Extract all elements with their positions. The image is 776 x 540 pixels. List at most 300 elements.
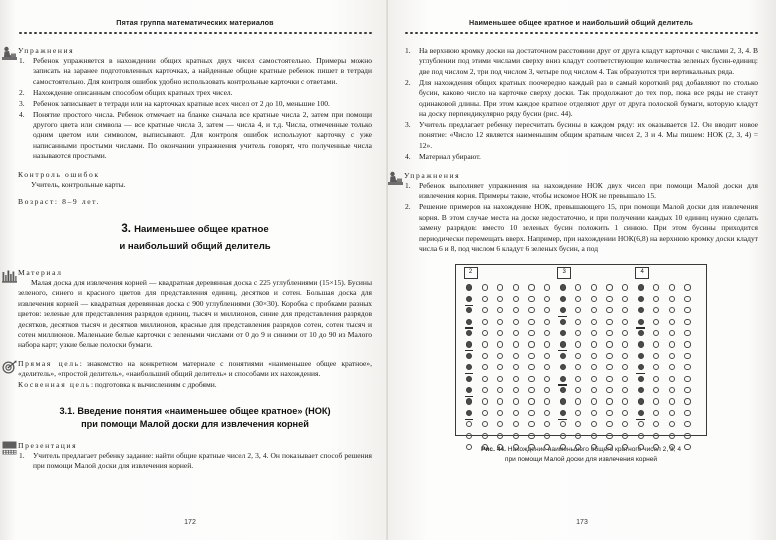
bead-filled [560, 284, 566, 290]
board-cell [544, 284, 551, 291]
direct-goal-text: : знакомство на конкретном материале с понятиями «наименьшее общее кратное», «делитель», «простой делитель», «наибольший общий делитель» и способами их нахождения. [18, 358, 372, 379]
list-item: Учитель предлагает ребенку задание: найти общие кратные чисел 2, 3, 4. Он показывает способ решения при помощи Малой доски для извлечения корней. [33, 451, 372, 471]
list-item: Ребенок записывает в тетради или на карточках кратные всех чисел от 2 до 10, меньшие 100. [33, 98, 330, 108]
board-cell [638, 387, 645, 394]
board-cell [684, 353, 691, 360]
board-cell [560, 387, 567, 394]
board-cell [528, 398, 535, 405]
board-cell [622, 398, 629, 405]
board-cell [497, 296, 504, 303]
bead-empty [669, 444, 675, 450]
bead-empty [653, 398, 659, 404]
board-cell [528, 364, 535, 371]
bead-empty [513, 387, 519, 393]
board-cell [528, 444, 535, 451]
board-cell [606, 307, 613, 314]
bead-empty [606, 421, 612, 427]
board-cell [591, 444, 598, 451]
board-cell [497, 319, 504, 326]
bead-filled [638, 319, 644, 325]
bead-empty [606, 376, 612, 382]
board-cell [653, 376, 660, 383]
bead-empty [591, 319, 597, 325]
bead-filled [466, 307, 472, 313]
board-cell [513, 421, 520, 428]
bead-filled [638, 341, 644, 347]
board-cell [560, 341, 567, 348]
board-cell [638, 421, 645, 428]
board-cell [466, 444, 473, 451]
bead-empty [544, 398, 550, 404]
list-item: Учитель предлагает ребенку пересчитать бусины в каждом ряду: их оказывается 12. Он вводит новое понятие: «Число 12 является наименьшим общим кратным чисел 2, 3 и 4. Мы пишем: НОК (2, 3, 4) = 12». [419, 119, 758, 150]
bead-empty [482, 410, 488, 416]
board-cell [606, 284, 613, 291]
board-cell [591, 296, 598, 303]
paper-strip-separator [465, 305, 473, 306]
board-cell [684, 319, 691, 326]
board-cell [466, 410, 473, 417]
bead-empty [575, 353, 581, 359]
bead-empty [513, 398, 519, 404]
bead-empty [482, 296, 488, 302]
figure-caption-label: Рис. 44. [480, 446, 506, 454]
bead-empty [544, 319, 550, 325]
board-cell [606, 433, 613, 440]
board-cell [684, 398, 691, 405]
bead-empty [575, 410, 581, 416]
bead-filled [638, 307, 644, 313]
board-cell [638, 353, 645, 360]
bead-filled [466, 284, 472, 290]
bead-empty [497, 410, 503, 416]
list-item: Решение примеров на нахождение НОК, превышающего 15, при помощи Малой доски для извлечения корня. В этом случае места на доске недостаточно, и при получении каждых 10 единиц нужно сделать замену разрядов: вместо 10 зеленых бусин положить 1 синюю. При этом бусины приходится периодически перемещать вверх. Например, при нахождении НОК(6,8) на верхнюю кромку доски кладут числа 6 и 8, под числом 6 кладут 6 зеленых бусин, а под [419, 202, 758, 253]
board-cell [684, 364, 691, 371]
board-cell [497, 307, 504, 314]
bead-empty [653, 341, 659, 347]
board-cell [513, 296, 520, 303]
board-cell [622, 387, 629, 394]
bead-empty [684, 433, 690, 439]
exercises-icon [388, 171, 403, 185]
board-cell [653, 433, 660, 440]
board-cell [653, 364, 660, 371]
board-cell [622, 376, 629, 383]
bead-empty [544, 364, 550, 370]
board-cell [638, 433, 645, 440]
bead-empty [669, 284, 675, 290]
bead-empty [669, 341, 675, 347]
bead-empty [606, 387, 612, 393]
board-cell [622, 421, 629, 428]
board-cell [528, 410, 535, 417]
bead-empty [544, 421, 550, 427]
bead-empty [482, 387, 488, 393]
board-cell [513, 444, 520, 451]
board-cell [684, 387, 691, 394]
board-cell [482, 307, 489, 314]
bead-empty [528, 376, 534, 382]
bead-empty [575, 433, 581, 439]
bead-filled [560, 330, 566, 336]
board-cell [560, 353, 567, 360]
bead-filled [466, 319, 472, 325]
figure-44 [404, 264, 758, 464]
board-cell [497, 421, 504, 428]
list-item: Для нахождения общих кратных поочередно каждый раз в самый короткий ряд добавляют по столько бусин, каково число на карточке сверху доски. Так продолжают до тех пор, пока все ряды не станут одинаковой длины. При этом каждое кратное отделяют друг от друга полоской бумаги, которую кладут на доску перпендикулярно ряду бусин (рис. 44). [419, 77, 758, 118]
board-cell [528, 296, 535, 303]
board-cell [528, 421, 535, 428]
bead-empty [528, 387, 534, 393]
board-cell [653, 444, 660, 451]
board-cell [606, 387, 613, 394]
left-folio: 172 [184, 519, 196, 526]
left-exercises-section [18, 46, 372, 162]
board-cell [497, 410, 504, 417]
board-cell [497, 433, 504, 440]
board-cell [513, 353, 520, 360]
bead-empty [606, 433, 612, 439]
bead-empty [684, 421, 690, 427]
bead-empty [528, 410, 534, 416]
bead-empty [669, 376, 675, 382]
board-cell [482, 376, 489, 383]
board-cell [638, 284, 645, 291]
bead-empty [684, 341, 690, 347]
bead-empty [482, 433, 488, 439]
board-cell [606, 319, 613, 326]
bead-empty [622, 296, 628, 302]
bead-empty [653, 387, 659, 393]
board-cell [482, 284, 489, 291]
bead-filled [560, 398, 566, 404]
bead-empty [497, 376, 503, 382]
bead-empty [622, 319, 628, 325]
board-cell [669, 376, 676, 383]
bead-empty [513, 307, 519, 313]
bead-filled [466, 364, 472, 370]
board-cell [653, 330, 660, 337]
board-cell [575, 330, 582, 337]
board-cell [560, 444, 567, 451]
bead-empty [575, 387, 581, 393]
bead-empty [575, 284, 581, 290]
bead-empty [482, 341, 488, 347]
board-cell [544, 341, 551, 348]
bead-empty [591, 284, 597, 290]
bead-empty [606, 284, 612, 290]
paper-strip-separator [558, 316, 566, 317]
bead-empty [622, 284, 628, 290]
presentation-label: Презентация [18, 441, 78, 451]
bead-empty [497, 421, 503, 427]
bead-empty [684, 319, 690, 325]
bead-filled [560, 353, 566, 359]
bead-empty [591, 433, 597, 439]
bead-empty [544, 296, 550, 302]
board-cell [653, 341, 660, 348]
board-cell [684, 410, 691, 417]
bead-empty [684, 398, 690, 404]
board-cell [669, 307, 676, 314]
subsection-line2: при помощи Малой доски для извлечения корней [81, 419, 309, 430]
board-cell [513, 376, 520, 383]
board-cell [528, 376, 535, 383]
paper-strip-separator [636, 327, 644, 328]
list-item: Понятие простого числа. Ребенок отмечает на бланке сначала все кратные числа 2, затем при помощи другого цвета или символа — все кратные числа 3, затем — числа 4, и т.д. Числа, отмеченные только одним цветом или символом, выписывают. Для контроля ошибок используют карточку с уже написанными простыми числами. По окончании упражнения учитель говорят, что полученные числа называются простыми. [33, 109, 372, 161]
board-cell [528, 330, 535, 337]
paper-strip-separator [465, 327, 473, 328]
bead-empty [513, 341, 519, 347]
bead-empty [684, 376, 690, 382]
list-item: На верхнюю кромку доски на достаточном расстоянии друг от друга кладут карточки с числами 2, 3, 4. В углублении под этими числами сверху вниз кладут соответствующие количества зеленых бусин-единиц: две под числом 2, три под числом 3, четыре под числом 4. Так образуются три вертикальных ряда. [419, 46, 758, 76]
bead-empty [653, 353, 659, 359]
board-cell [684, 376, 691, 383]
chapter-title-line2: и наибольший общий делитель [119, 240, 271, 252]
chapter-heading [18, 222, 372, 254]
bead-empty [591, 376, 597, 382]
bead-empty [591, 353, 597, 359]
board-cell [513, 330, 520, 337]
bead-empty [622, 341, 628, 347]
bead-empty [528, 364, 534, 370]
bead-filled [560, 387, 566, 393]
left-running-head: Пятая группа математических материалов [116, 18, 274, 27]
bead-empty [653, 376, 659, 382]
bead-empty [544, 376, 550, 382]
board-cell [591, 330, 598, 337]
bead-empty [513, 353, 519, 359]
bead-empty [513, 296, 519, 302]
board-cell [622, 296, 629, 303]
board-cell [482, 421, 489, 428]
bead-empty [684, 364, 690, 370]
board-cell [482, 330, 489, 337]
board-cell [466, 319, 473, 326]
paper-strip-separator [558, 384, 566, 385]
paper-strip-separator [636, 419, 644, 420]
board-cell [482, 319, 489, 326]
bead-empty [622, 376, 628, 382]
board-cell [669, 433, 676, 440]
bead-empty [575, 307, 581, 313]
board-cell [653, 387, 660, 394]
board-cell [575, 376, 582, 383]
bead-empty [544, 284, 550, 290]
paper-strip-separator [558, 419, 566, 420]
board-cell [497, 364, 504, 371]
board-cell [544, 307, 551, 314]
board-cell [638, 319, 645, 326]
age-section [18, 197, 372, 206]
bead-empty [497, 364, 503, 370]
bead-empty [606, 307, 612, 313]
bead-filled [466, 341, 472, 347]
bead-empty [591, 296, 597, 302]
board-cell [575, 444, 582, 451]
board-cell [622, 410, 629, 417]
board-cell [575, 319, 582, 326]
exercises-icon [2, 46, 17, 60]
board-cell [560, 410, 567, 417]
error-control-label: Контроль ошибок [18, 169, 100, 179]
presentation-section [18, 441, 372, 472]
material-label: Материал [18, 267, 63, 277]
board-cell [684, 284, 691, 291]
board-cell [466, 398, 473, 405]
board-cell [591, 284, 598, 291]
board-cell [513, 364, 520, 371]
board-cell [669, 364, 676, 371]
board-cell [622, 364, 629, 371]
presentation-icon [2, 441, 17, 455]
bead-empty [528, 296, 534, 302]
bead-empty [482, 398, 488, 404]
bead-empty [653, 421, 659, 427]
board-cell [513, 284, 520, 291]
board-cell [622, 307, 629, 314]
board-cell [653, 307, 660, 314]
bead-empty [684, 330, 690, 336]
board-cell [591, 398, 598, 405]
board-cell [482, 410, 489, 417]
bead-empty [591, 444, 597, 450]
bead-empty [513, 421, 519, 427]
bead-empty [575, 296, 581, 302]
age-label: Возраст: 8–9 лет. [18, 196, 101, 206]
board-cell [606, 330, 613, 337]
bead-empty [528, 341, 534, 347]
indirect-goal-label: Косвенная цель [18, 379, 91, 389]
board-cell [638, 330, 645, 337]
bead-empty [591, 341, 597, 347]
bead-filled [466, 410, 472, 416]
bead-empty [653, 444, 659, 450]
board-cell [575, 296, 582, 303]
board-cell [591, 307, 598, 314]
board-cell [575, 410, 582, 417]
board-cell [528, 307, 535, 314]
bead-filled [466, 376, 472, 382]
board-cell [513, 341, 520, 348]
bead-empty [497, 444, 503, 450]
bead-empty [591, 364, 597, 370]
board-cell [466, 284, 473, 291]
bead-filled [560, 296, 566, 302]
board-cell [591, 387, 598, 394]
bead-filled [560, 319, 566, 325]
board-cell [544, 296, 551, 303]
board-cell [544, 433, 551, 440]
chapter-number: 3. [121, 222, 131, 235]
bead-empty [575, 398, 581, 404]
bead-empty [482, 364, 488, 370]
board-cell [560, 364, 567, 371]
board-cell [466, 433, 473, 440]
bead-empty [622, 307, 628, 313]
board-cell [497, 376, 504, 383]
board-cell [513, 307, 520, 314]
bead-filled [638, 376, 644, 382]
bead-filled [638, 387, 644, 393]
bead-empty [591, 410, 597, 416]
bead-empty [513, 376, 519, 382]
bead-empty [684, 444, 690, 450]
board-cell [482, 398, 489, 405]
bead-empty [513, 364, 519, 370]
board-cell [513, 410, 520, 417]
board-cell [575, 433, 582, 440]
bead-empty [575, 421, 581, 427]
bead-filled [638, 284, 644, 290]
bead-empty [622, 421, 628, 427]
bead-empty [638, 444, 644, 450]
board-cell [482, 444, 489, 451]
board-cell [622, 353, 629, 360]
figure-caption-line1: Нахождение наименьшего общего кратного чисел 2, 3, 4 [505, 446, 682, 454]
bead-empty [638, 433, 644, 439]
board-cell [653, 284, 660, 291]
board-cell [497, 284, 504, 291]
board-cell [669, 330, 676, 337]
bead-empty [575, 330, 581, 336]
board-cell [528, 284, 535, 291]
board-cell [653, 296, 660, 303]
bead-filled [560, 307, 566, 313]
board-cell [482, 364, 489, 371]
column-number-card-2: 2 [464, 267, 478, 279]
bead-empty [560, 421, 566, 427]
board-cell [575, 353, 582, 360]
list-item: Нахождение описанным способом общих кратных трех чисел. [33, 87, 233, 97]
board-cell [606, 444, 613, 451]
board-cell [653, 398, 660, 405]
board-cell [669, 410, 676, 417]
presentation-continued-list [404, 46, 758, 162]
bead-empty [513, 444, 519, 450]
board-cell [653, 319, 660, 326]
subsection-line1: 3.1. Введение понятия «наименьшее общее кратное» (НОК) [59, 406, 331, 417]
bead-empty [669, 319, 675, 325]
bead-empty [684, 296, 690, 302]
bead-empty [544, 387, 550, 393]
bead-empty [669, 398, 675, 404]
board-cell [591, 376, 598, 383]
bead-empty [669, 353, 675, 359]
bead-empty [606, 398, 612, 404]
bead-empty [653, 307, 659, 313]
board-cell [684, 421, 691, 428]
board-cell [638, 307, 645, 314]
board-cell [575, 307, 582, 314]
bead-empty [653, 433, 659, 439]
board-cell [575, 341, 582, 348]
board-cell [606, 364, 613, 371]
bead-empty [528, 433, 534, 439]
direct-goal-label: Прямая цель [18, 358, 80, 368]
bead-empty [528, 444, 534, 450]
bead-empty [497, 284, 503, 290]
bead-empty [606, 319, 612, 325]
board-cell [575, 398, 582, 405]
right-exercises-list [404, 181, 758, 254]
list-item: Ребенок упражняется в нахождении общих кратных двух чисел самостоятельно. Примеры можно записать на заранее подготовленных карточках, а найденные общие кратные ребенок пишет в тетради самостоятельно. Для контроля ошибок удобно использовать контрольные карточки с ответами. [33, 56, 372, 86]
board-cell [684, 444, 691, 451]
bead-empty [669, 330, 675, 336]
board-cell [575, 421, 582, 428]
bead-filled [638, 296, 644, 302]
board-cell [560, 307, 567, 314]
board-cell [560, 319, 567, 326]
